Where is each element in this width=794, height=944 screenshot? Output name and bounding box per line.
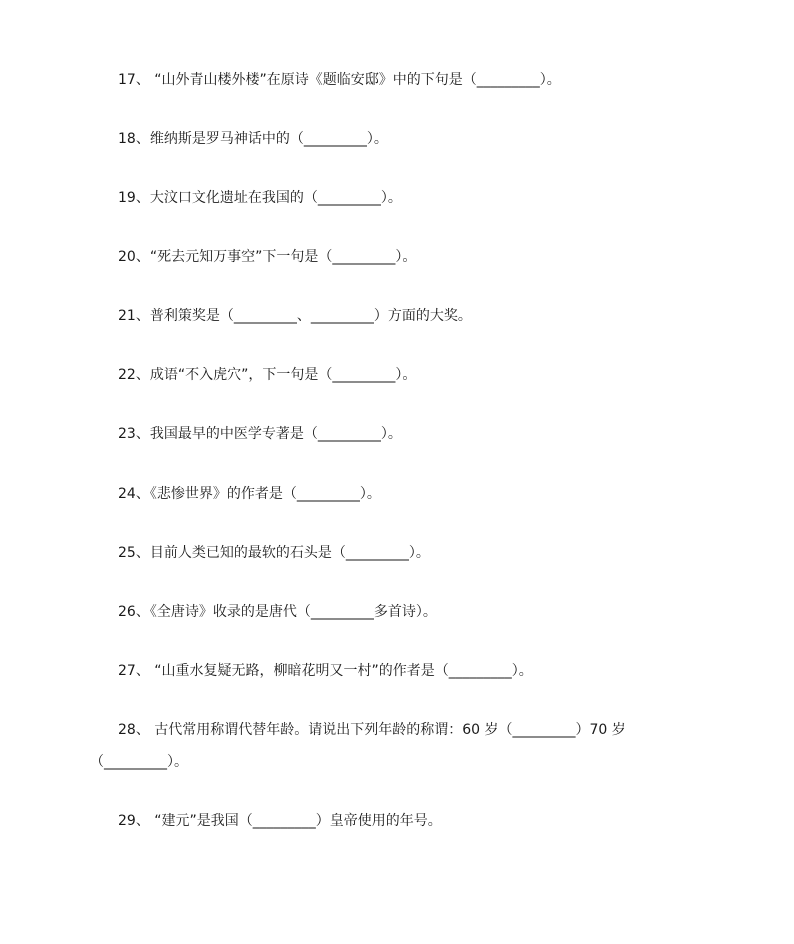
question-text: 27、 “山重水复疑无路，柳暗花明又一村”的作者是（_________）。 [118,663,533,679]
question-text: 22、成语“不入虎穴”，下一句是（_________）。 [118,367,417,383]
question-text: 21、普利策奖是（_________、_________）方面的大奖。 [118,308,472,324]
question-23 [118,424,402,444]
question-20 [118,247,416,267]
question-21 [118,306,472,326]
question-text: 28、 古代常用称谓代替年龄。请说出下列年龄的称谓：60 岁（_________）70 岁 [118,722,626,738]
question-29 [118,811,442,831]
question-text: 20、“死去元知万事空”下一句是（_________）。 [118,249,417,265]
question-24 [118,484,381,504]
question-text: 23、我国最早的中医学专著是（_________）。 [118,426,402,442]
question-25 [118,543,430,563]
question-text: 26、《全唐诗》收录的是唐代（_________多首诗）。 [118,604,437,620]
question-28-line2 [90,752,188,772]
question-text: 17、 “山外青山楼外楼”在原诗《题临安邸》中的下句是（_________）。 [118,72,561,88]
question-19 [118,188,402,208]
question-text: 19、大汶口文化遗址在我国的（_________）。 [118,190,402,206]
question-22 [118,365,416,385]
question-text: 24、《悲惨世界》的作者是（_________）。 [118,486,381,502]
question-18 [118,129,388,149]
question-text: 18、维纳斯是罗马神话中的（_________）。 [118,131,388,147]
question-text: 29、 “建元”是我国（_________）皇帝使用的年号。 [118,813,442,829]
question-text: （_________）。 [90,754,188,770]
question-28-line1 [118,720,626,740]
question-26 [118,602,437,622]
question-17 [118,70,561,90]
question-27 [118,661,533,681]
question-text: 25、目前人类已知的最软的石头是（_________）。 [118,545,430,561]
